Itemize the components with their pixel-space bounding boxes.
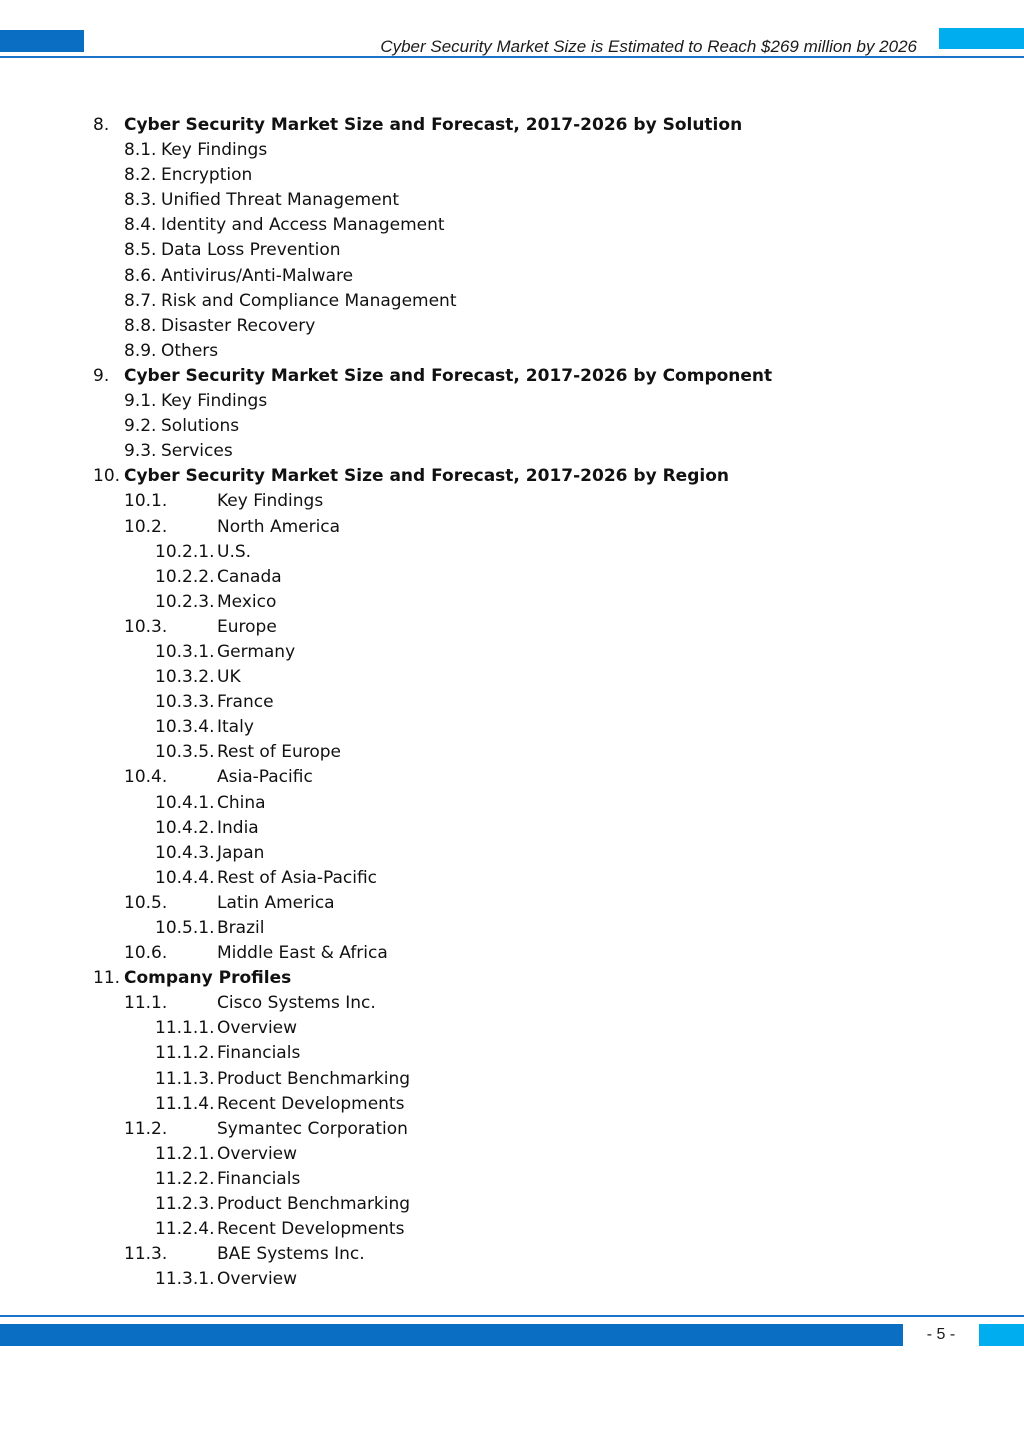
toc-entry-title: Germany xyxy=(217,641,296,662)
toc-entry-title: Company Profiles xyxy=(124,968,292,989)
toc-entry-title: Brazil xyxy=(217,918,265,938)
toc-entry-title: Financials xyxy=(217,1043,301,1064)
toc-entry xyxy=(0,941,1024,966)
toc-entry-title: Product Benchmarking xyxy=(217,1194,411,1215)
toc-entry-title: Italy xyxy=(217,717,254,738)
toc-entry xyxy=(0,339,1024,364)
toc-entry-number: 11.3.1. xyxy=(155,1269,215,1290)
toc-entry-number: 10.6. xyxy=(124,943,168,964)
toc-entry-number: 10.3.5. xyxy=(155,742,215,763)
toc-entry-number: 11.3. xyxy=(124,1244,168,1265)
toc-entry xyxy=(0,1192,1024,1217)
toc-entry xyxy=(0,314,1024,339)
toc-entry-number: 10.4.1. xyxy=(155,792,215,813)
toc-entry-title: Europe xyxy=(217,616,277,637)
toc-entry xyxy=(0,615,1024,640)
toc-entry-title: Encryption xyxy=(161,165,253,186)
footer-accent-bar-right xyxy=(979,1324,1024,1346)
toc-entry-number: 8.3. xyxy=(124,190,157,211)
toc-entry-number: 10.4.3. xyxy=(155,842,215,863)
toc-entry-title: Services xyxy=(161,441,233,462)
toc-entry-title: France xyxy=(217,692,274,713)
toc-entry xyxy=(0,1217,1024,1242)
toc-entry-number: 10.5. xyxy=(124,892,168,913)
toc-entry-number: 10.5.1. xyxy=(155,918,215,938)
toc-entry-title: Overview xyxy=(217,1269,298,1290)
toc-entry-number: 8.1. xyxy=(124,140,157,161)
toc-entry xyxy=(0,1041,1024,1066)
toc-entry-title: Financials xyxy=(217,1168,301,1189)
toc-entry xyxy=(0,1117,1024,1142)
toc-entry-number: 10.3.4. xyxy=(155,717,215,738)
toc-entry-number: 11.2. xyxy=(124,1118,168,1139)
toc-entry-number: 11. xyxy=(93,968,121,989)
toc-entry-number: 11.1.2. xyxy=(155,1043,215,1064)
toc-entry-title: Product Benchmarking xyxy=(217,1068,411,1089)
toc-entry-title: Middle East & Africa xyxy=(217,943,388,964)
toc-entry-title: UK xyxy=(217,667,241,688)
header-accent-bar-right xyxy=(939,28,1024,49)
toc-entry-number: 11.1.4. xyxy=(155,1093,215,1114)
toc-entry-title: Rest of Europe xyxy=(217,742,342,763)
toc-entry xyxy=(0,515,1024,540)
toc-entry-title: Canada xyxy=(217,566,282,587)
toc-entry xyxy=(0,991,1024,1016)
toc-entry-number: 11.1.3. xyxy=(155,1068,215,1089)
toc-entry-number: 11.2.4. xyxy=(155,1219,215,1240)
toc-entry-number: 9.1. xyxy=(124,391,157,412)
toc-entry xyxy=(0,891,1024,916)
toc-entry-number: 10.3.1. xyxy=(155,641,215,662)
toc-entry-title: Latin America xyxy=(217,892,335,913)
toc-entry xyxy=(0,715,1024,740)
page-number: - 5 - xyxy=(926,1326,956,1343)
toc-entry-title: Solutions xyxy=(161,416,240,437)
header-rule xyxy=(0,56,1024,58)
toc-entry-number: 11.1.1. xyxy=(155,1018,215,1039)
toc-entry-title: Cyber Security Market Size and Forecast, 2017-2026 by Component xyxy=(124,365,773,386)
toc-entry-title: Asia-Pacific xyxy=(217,767,313,788)
toc-entry-title: Overview xyxy=(217,1143,298,1164)
toc-entry xyxy=(0,816,1024,841)
toc-entry xyxy=(0,765,1024,790)
toc-entry-number: 8.5. xyxy=(124,240,157,261)
toc-entry-number: 11.2.2. xyxy=(155,1168,215,1189)
toc-entry-title: China xyxy=(217,792,266,813)
toc-entry xyxy=(0,590,1024,615)
toc-entry-number: 10.1. xyxy=(124,491,168,512)
toc-entry xyxy=(0,464,1024,489)
toc-entry-title: Risk and Compliance Management xyxy=(161,290,457,311)
toc-entry xyxy=(0,289,1024,314)
toc-entry-number: 8. xyxy=(93,115,110,135)
toc-entry xyxy=(0,1267,1024,1292)
toc-entry-title: Japan xyxy=(217,842,265,863)
toc-entry xyxy=(0,113,1024,138)
toc-entry-number: 10.2.2. xyxy=(155,566,215,587)
toc-entry-title: BAE Systems Inc. xyxy=(217,1244,365,1265)
toc-entry xyxy=(0,540,1024,565)
toc-entry xyxy=(0,364,1024,389)
toc-entry-number: 10.2.1. xyxy=(155,541,215,562)
toc-entry-title: Identity and Access Management xyxy=(161,215,445,236)
toc-entry-title: India xyxy=(217,817,259,838)
toc-entry-title: Unified Threat Management xyxy=(161,190,400,211)
toc-entry-title: Others xyxy=(161,340,219,361)
toc-entry xyxy=(0,791,1024,816)
toc-entry-number: 11.2.1. xyxy=(155,1143,215,1164)
toc-entry-number: 10.3.3. xyxy=(155,692,215,713)
toc-entry xyxy=(0,916,1024,941)
toc-entry-number: 8.2. xyxy=(124,165,157,186)
toc-entry-number: 10.2.3. xyxy=(155,591,215,612)
toc-entry-title: Overview xyxy=(217,1018,298,1039)
footer-accent-bar-left xyxy=(0,1324,903,1346)
toc-entry xyxy=(0,640,1024,665)
header-accent-bar-left xyxy=(0,30,84,52)
table-of-contents xyxy=(0,113,1024,1292)
toc-entry-number: 10.3. xyxy=(124,616,168,637)
toc-entry-number: 8.4. xyxy=(124,215,157,236)
toc-entry xyxy=(0,489,1024,514)
toc-entry-title: Cyber Security Market Size and Forecast, 2017-2026 by Solution xyxy=(124,115,743,135)
toc-entry xyxy=(0,740,1024,765)
toc-entry xyxy=(0,1167,1024,1192)
footer-rule xyxy=(0,1315,1024,1317)
toc-entry xyxy=(0,1092,1024,1117)
toc-entry-title: Data Loss Prevention xyxy=(161,240,341,261)
toc-entry xyxy=(0,665,1024,690)
toc-entry xyxy=(0,389,1024,414)
toc-entry-number: 9.2. xyxy=(124,416,157,437)
toc-entry-number: 10. xyxy=(93,466,121,487)
toc-entry-number: 11.2.3. xyxy=(155,1194,215,1215)
toc-entry-title: Rest of Asia-Pacific xyxy=(217,867,378,888)
toc-entry-title: Antivirus/Anti-Malware xyxy=(161,265,354,286)
toc-entry-title: Key Findings xyxy=(217,491,324,512)
toc-entry xyxy=(0,1242,1024,1267)
toc-entry xyxy=(0,866,1024,891)
toc-entry-number: 10.2. xyxy=(124,516,168,537)
toc-entry-number: 8.9. xyxy=(124,340,157,361)
toc-entry xyxy=(0,565,1024,590)
toc-entry-number: 8.8. xyxy=(124,315,157,336)
toc-entry xyxy=(0,188,1024,213)
toc-entry xyxy=(0,414,1024,439)
header-title: Cyber Security Market Size is Estimated to Reach $269 million by 2026 xyxy=(380,37,917,56)
toc-entry-number: 10.4. xyxy=(124,767,168,788)
toc-entry-title: Mexico xyxy=(217,591,277,612)
toc-entry-number: 10.4.4. xyxy=(155,867,215,888)
toc-entry xyxy=(0,138,1024,163)
toc-entry-number: 9.3. xyxy=(124,441,157,462)
toc-entry xyxy=(0,163,1024,188)
toc-entry xyxy=(0,966,1024,991)
toc-entry-number: 11.1. xyxy=(124,993,168,1014)
toc-entry-title: Key Findings xyxy=(161,391,268,412)
toc-entry-title: Disaster Recovery xyxy=(161,315,316,336)
toc-entry xyxy=(0,238,1024,263)
toc-entry-title: Recent Developments xyxy=(217,1093,405,1114)
toc-entry-number: 9. xyxy=(93,365,110,386)
toc-entry-number: 10.4.2. xyxy=(155,817,215,838)
toc-entry-title: Symantec Corporation xyxy=(217,1118,408,1139)
toc-entry-title: Cisco Systems Inc. xyxy=(217,993,376,1014)
toc-entry xyxy=(0,1142,1024,1167)
toc-entry xyxy=(0,1067,1024,1092)
toc-entry xyxy=(0,439,1024,464)
toc-entry-title: North America xyxy=(217,516,341,537)
toc-entry xyxy=(0,1016,1024,1041)
toc-entry-title: Recent Developments xyxy=(217,1219,405,1240)
toc-entry xyxy=(0,841,1024,866)
toc-entry-number: 8.6. xyxy=(124,265,157,286)
toc-entry-number: 8.7. xyxy=(124,290,157,311)
toc-entry-title: Key Findings xyxy=(161,140,268,161)
toc-entry-title: U.S. xyxy=(217,541,252,562)
toc-entry xyxy=(0,213,1024,238)
toc-entry-number: 10.3.2. xyxy=(155,667,215,688)
toc-entry xyxy=(0,690,1024,715)
toc-entry-title: Cyber Security Market Size and Forecast, 2017-2026 by Region xyxy=(124,466,729,487)
toc-entry xyxy=(0,264,1024,289)
